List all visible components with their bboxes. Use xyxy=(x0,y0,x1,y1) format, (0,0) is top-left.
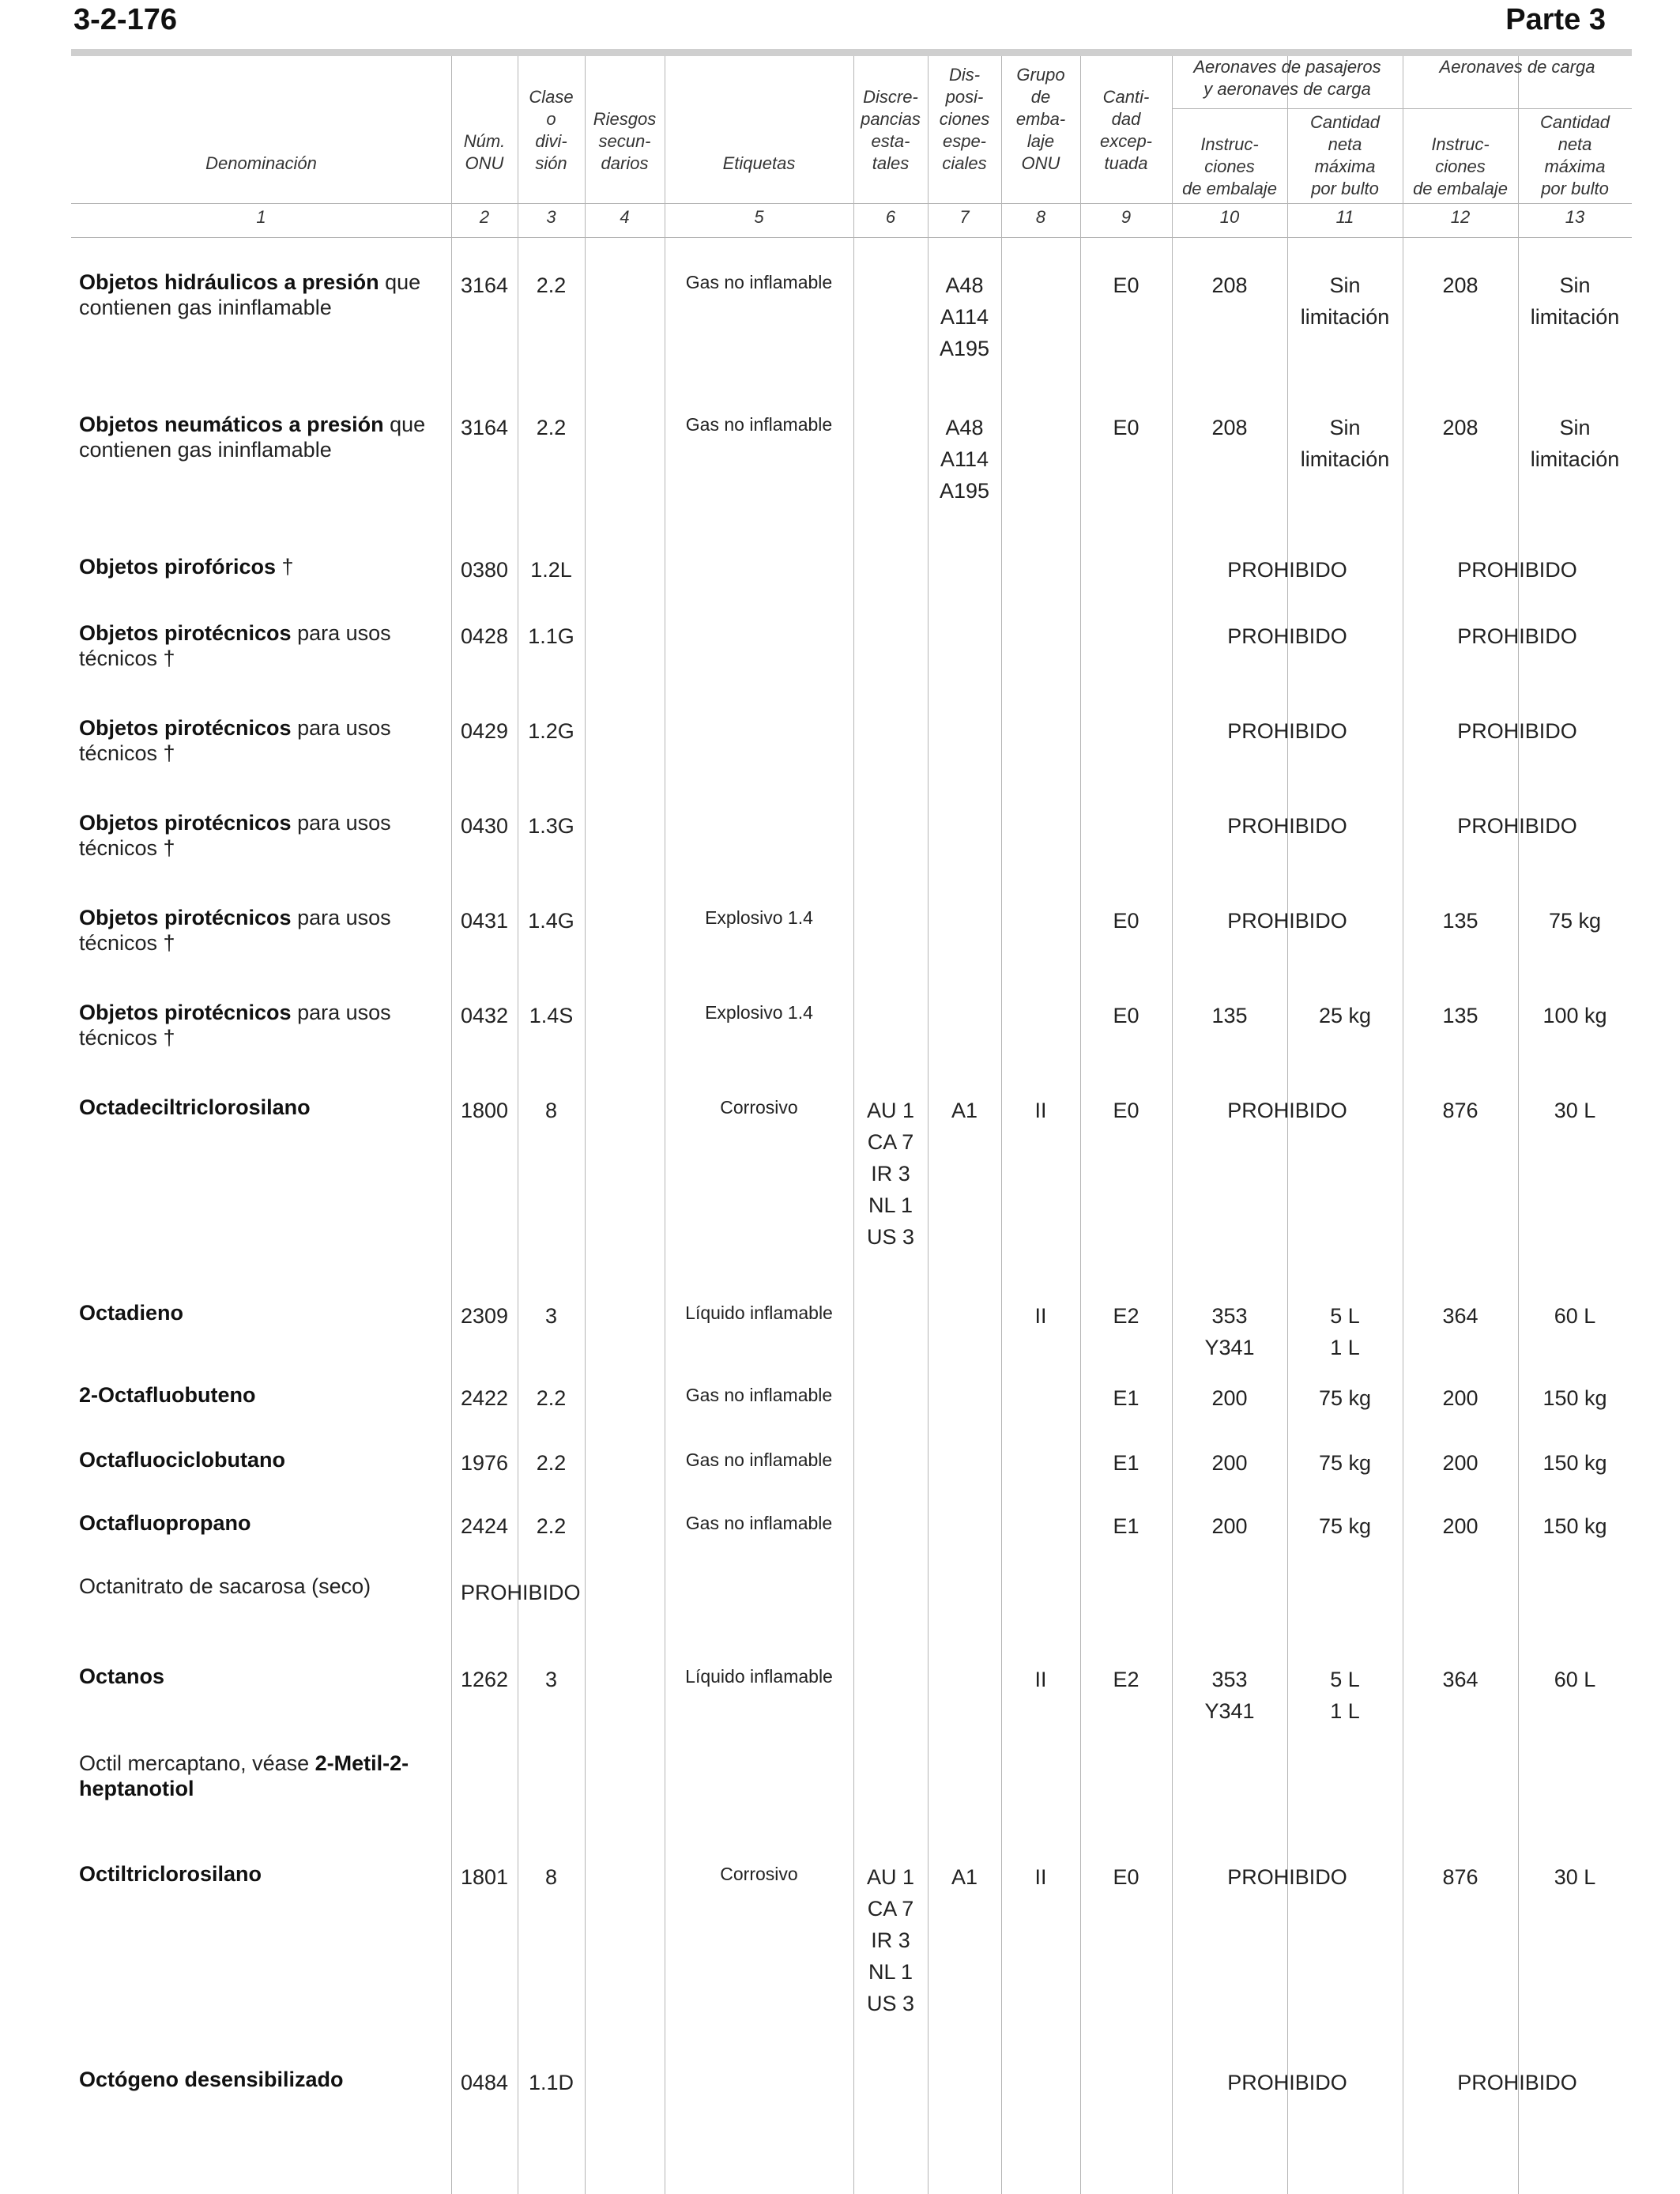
hazard-class: 2.2 xyxy=(536,1451,567,1475)
passenger-prohibited: PROHIBIDO xyxy=(1227,814,1347,838)
hazard-label: Gas no inflamable xyxy=(685,1513,833,1533)
header-clase: Clase o divi- sión xyxy=(529,87,574,173)
un-number: 2422 xyxy=(460,1386,509,1410)
cargo-max-quantity: 60 L xyxy=(1554,1668,1596,1691)
passenger-prohibited: PROHIBIDO xyxy=(1227,2071,1347,2094)
name-rest: para usos técnicos † xyxy=(79,1001,391,1050)
passenger-packing-instruction: 135 xyxy=(1211,1004,1248,1027)
header-cantidad-exceptuada: Canti- dad excep- tuada xyxy=(1099,87,1153,173)
hazard-class: 3 xyxy=(544,1304,558,1328)
name-rest: Octanitrato de sacarosa (seco) xyxy=(79,1574,371,1598)
passenger-max-quantity: 75 kg xyxy=(1318,1451,1372,1475)
name-bold: 2-Metil-2-heptanotiol xyxy=(79,1751,409,1800)
passenger-max-quantity: 75 kg xyxy=(1318,1386,1372,1410)
passenger-packing-instruction: 200 xyxy=(1211,1386,1248,1410)
un-number: 0484 xyxy=(460,2071,509,2094)
passenger-prohibited: PROHIBIDO xyxy=(1227,624,1347,648)
excepted-quantity: E0 xyxy=(1113,1865,1139,1889)
header-aeronaves-carga: Aeronaves de carga xyxy=(1439,57,1595,77)
cargo-prohibited: PROHIBIDO xyxy=(1457,558,1577,582)
excepted-quantity: E2 xyxy=(1113,1668,1139,1691)
name-bold: Octanos xyxy=(79,1664,165,1688)
hazard-label: Gas no inflamable xyxy=(685,1385,833,1405)
state-variations: AU 1 CA 7 IR 3 NL 1 US 3 xyxy=(866,1099,915,1249)
hazard-class: 2.2 xyxy=(536,416,567,439)
cargo-max-quantity: 150 kg xyxy=(1543,1514,1607,1538)
excepted-quantity: E1 xyxy=(1113,1451,1139,1475)
name-rest: que contienen gas ininflamable xyxy=(79,413,426,462)
name-bold: Octafluociclobutano xyxy=(79,1448,286,1472)
substance-name xyxy=(79,1510,446,1536)
packing-group: II xyxy=(1034,1304,1047,1328)
name-bold: Objetos hidráulicos a presión xyxy=(79,270,379,294)
column-number: 5 xyxy=(754,207,764,227)
passenger-max-quantity: Sin limitación xyxy=(1300,273,1390,329)
cargo-max-quantity: 75 kg xyxy=(1548,909,1602,933)
passenger-prohibited: PROHIBIDO xyxy=(1227,558,1347,582)
un-number: 2309 xyxy=(460,1304,509,1328)
name-rest: para usos técnicos † xyxy=(79,716,391,765)
hazard-class: 1.1D xyxy=(528,2071,574,2094)
column-number: 8 xyxy=(1035,207,1046,227)
passenger-max-quantity: Sin limitación xyxy=(1300,416,1390,471)
header-discrepancias: Discre- pancias esta- tales xyxy=(861,87,921,173)
group-header-rule xyxy=(1172,108,1632,109)
name-bold: Objetos pirotécnicos xyxy=(79,1001,292,1024)
special-provisions: A1 xyxy=(951,1865,978,1889)
cargo-max-quantity: 100 kg xyxy=(1543,1004,1607,1027)
forbidden-all: PROHIBIDO xyxy=(461,1581,581,1604)
column-number: 13 xyxy=(1565,207,1585,227)
cargo-packing-instruction: 200 xyxy=(1442,1514,1478,1538)
passenger-prohibited: PROHIBIDO xyxy=(1227,909,1347,933)
passenger-max-quantity: 5 L 1 L xyxy=(1330,1304,1360,1359)
dangerous-goods-table xyxy=(71,56,1632,2194)
hazard-label: Corrosivo xyxy=(720,1097,798,1118)
substance-name xyxy=(79,554,446,579)
header-etiquetas: Etiquetas xyxy=(722,153,796,173)
cargo-packing-instruction: 876 xyxy=(1442,1865,1478,1889)
substance-name xyxy=(79,1095,446,1120)
un-number: 3164 xyxy=(460,416,509,439)
cargo-max-quantity: 150 kg xyxy=(1543,1386,1607,1410)
hazard-label: Líquido inflamable xyxy=(685,1302,833,1323)
un-number: 1976 xyxy=(460,1451,509,1475)
name-bold: Objetos pirotécnicos xyxy=(79,906,292,929)
header-cantidad-pasajeros: Cantidad neta máxima por bulto xyxy=(1309,112,1381,198)
passenger-packing-instruction: 200 xyxy=(1211,1514,1248,1538)
column-number: 3 xyxy=(546,207,556,227)
column-number: 11 xyxy=(1335,207,1354,227)
un-number: 0432 xyxy=(460,1004,509,1027)
special-provisions: A48 A114 A195 xyxy=(939,273,990,360)
excepted-quantity: E1 xyxy=(1113,1386,1139,1410)
passenger-packing-instruction: 208 xyxy=(1211,273,1248,297)
excepted-quantity: E1 xyxy=(1113,1514,1139,1538)
substance-name xyxy=(79,412,446,462)
hazard-class: 1.3G xyxy=(528,814,574,838)
passenger-prohibited: PROHIBIDO xyxy=(1227,1865,1347,1889)
header-aeronaves-pasajeros: Aeronaves de pasajeros y aeronaves de carga xyxy=(1193,57,1381,99)
special-provisions: A1 xyxy=(951,1099,978,1122)
hazard-label: Gas no inflamable xyxy=(685,272,833,292)
passenger-max-quantity: 75 kg xyxy=(1318,1514,1372,1538)
cargo-packing-instruction: 364 xyxy=(1442,1668,1478,1691)
column-divider xyxy=(585,56,586,2194)
name-bold: Objetos pirotécnicos xyxy=(79,621,292,645)
hazard-label: Corrosivo xyxy=(720,1864,798,1884)
un-number: 1262 xyxy=(460,1668,509,1691)
name-bold: Octadeciltriclorosilano xyxy=(79,1095,311,1119)
column-number: 9 xyxy=(1121,207,1132,227)
cargo-max-quantity: Sin limitación xyxy=(1530,273,1620,329)
substance-name xyxy=(79,270,446,320)
name-rest: para usos técnicos † xyxy=(79,621,391,670)
passenger-packing-instruction: 208 xyxy=(1211,416,1248,439)
name-rest: que contienen gas ininflamable xyxy=(79,270,421,319)
cargo-packing-instruction: 135 xyxy=(1442,1004,1478,1027)
cargo-packing-instruction: 200 xyxy=(1442,1451,1478,1475)
header-instrucciones-carga: Instruc- ciones de embalaje xyxy=(1413,134,1508,198)
cargo-packing-instruction: 876 xyxy=(1442,1099,1478,1122)
un-number: 3164 xyxy=(460,273,509,297)
special-provisions: A48 A114 A195 xyxy=(939,416,990,503)
header-denominacion: Denominación xyxy=(205,153,317,173)
header-riesgos: Riesgos secun- darios xyxy=(593,109,657,173)
cargo-prohibited: PROHIBIDO xyxy=(1457,624,1577,648)
substance-name xyxy=(79,1664,446,1689)
column-number-rule xyxy=(71,237,1632,238)
column-number: 1 xyxy=(256,207,266,227)
substance-name xyxy=(79,715,446,766)
cargo-packing-instruction: 208 xyxy=(1442,273,1478,297)
un-number: 0428 xyxy=(460,624,509,648)
excepted-quantity: E0 xyxy=(1113,1004,1139,1027)
hazard-class: 2.2 xyxy=(536,273,567,297)
un-number: 1800 xyxy=(460,1099,509,1122)
cargo-prohibited: PROHIBIDO xyxy=(1457,814,1577,838)
hazard-class: 8 xyxy=(544,1865,558,1889)
cargo-max-quantity: 30 L xyxy=(1554,1099,1596,1122)
packing-group: II xyxy=(1034,1668,1047,1691)
hazard-label: Gas no inflamable xyxy=(685,1449,833,1470)
name-bold: Objetos pirotécnicos xyxy=(79,716,292,740)
substance-name xyxy=(79,620,446,671)
passenger-packing-instruction: 353 Y341 xyxy=(1204,1304,1255,1359)
hazard-class: 8 xyxy=(544,1099,558,1122)
name-rest: para usos técnicos † xyxy=(79,906,391,955)
un-number: 1801 xyxy=(460,1865,509,1889)
excepted-quantity: E2 xyxy=(1113,1304,1139,1328)
column-number: 6 xyxy=(885,207,896,227)
hazard-class: 1.4G xyxy=(528,909,574,933)
name-bold: Octiltriclorosilano xyxy=(79,1862,262,1886)
un-number: 0431 xyxy=(460,909,509,933)
header-cantidad-carga: Cantidad neta máxima por bulto xyxy=(1539,112,1610,198)
cargo-packing-instruction: 208 xyxy=(1442,416,1478,439)
hazard-class: 1.1G xyxy=(528,624,574,648)
substance-name xyxy=(79,1447,446,1472)
cargo-packing-instruction: 200 xyxy=(1442,1386,1478,1410)
hazard-label: Líquido inflamable xyxy=(685,1666,833,1687)
hazard-class: 3 xyxy=(544,1668,558,1691)
name-bold: Objetos pirofóricos xyxy=(79,555,277,579)
substance-name xyxy=(79,1574,446,1599)
header-grupo-embalaje: Grupo de emba- laje ONU xyxy=(1015,65,1066,173)
substance-name xyxy=(79,1300,446,1325)
hazard-class: 2.2 xyxy=(536,1514,567,1538)
name-bold: Objetos neumáticos a presión xyxy=(79,413,384,436)
hazard-class: 1.4S xyxy=(529,1004,574,1027)
un-number: 0430 xyxy=(460,814,509,838)
header-bottom-rule xyxy=(71,203,1632,204)
cargo-packing-instruction: 364 xyxy=(1442,1304,1478,1328)
un-number: 0380 xyxy=(460,558,509,582)
hazard-class: 1.2G xyxy=(528,719,574,743)
page-number: 3-2-176 xyxy=(73,3,177,36)
passenger-packing-instruction: 200 xyxy=(1211,1451,1248,1475)
name-rest: † xyxy=(276,555,294,579)
excepted-quantity: E0 xyxy=(1113,416,1139,439)
passenger-max-quantity: 5 L 1 L xyxy=(1330,1668,1360,1723)
cargo-prohibited: PROHIBIDO xyxy=(1457,719,1577,743)
column-number: 4 xyxy=(620,207,630,227)
header-instrucciones-pasajeros: Instruc- ciones de embalaje xyxy=(1182,134,1277,198)
header-disposiciones: Dis- posi- ciones espe- ciales xyxy=(939,65,990,173)
substance-name xyxy=(79,905,446,956)
substance-name xyxy=(79,1861,446,1887)
hazard-label: Explosivo 1.4 xyxy=(705,1002,813,1023)
hazard-label: Gas no inflamable xyxy=(685,414,833,435)
name-bold: Objetos pirotécnicos xyxy=(79,811,292,835)
passenger-prohibited: PROHIBIDO xyxy=(1227,719,1347,743)
passenger-prohibited: PROHIBIDO xyxy=(1227,1099,1347,1122)
header-rule xyxy=(71,49,1632,56)
passenger-packing-instruction: 353 Y341 xyxy=(1204,1668,1255,1723)
substance-name xyxy=(79,1751,446,1801)
column-number: 10 xyxy=(1219,207,1240,227)
column-number: 7 xyxy=(959,207,970,227)
part-title: Parte 3 xyxy=(1505,3,1606,36)
cargo-prohibited: PROHIBIDO xyxy=(1457,2071,1577,2094)
packing-group: II xyxy=(1034,1099,1047,1122)
packing-group: II xyxy=(1034,1865,1047,1889)
hazard-label: Explosivo 1.4 xyxy=(705,907,813,928)
excepted-quantity: E0 xyxy=(1113,1099,1139,1122)
cargo-max-quantity: 30 L xyxy=(1554,1865,1596,1889)
substance-name xyxy=(79,1382,446,1408)
cargo-max-quantity: 150 kg xyxy=(1543,1451,1607,1475)
substance-name xyxy=(79,2067,446,2092)
excepted-quantity: E0 xyxy=(1113,273,1139,297)
cargo-packing-instruction: 135 xyxy=(1442,909,1478,933)
hazard-class: 2.2 xyxy=(536,1386,567,1410)
column-number: 2 xyxy=(479,207,490,227)
name-prefix: Octil mercaptano, véase xyxy=(79,1751,315,1775)
name-rest: para usos técnicos † xyxy=(79,811,391,860)
un-number: 2424 xyxy=(460,1514,509,1538)
name-bold: 2-Octafluobuteno xyxy=(79,1383,256,1407)
excepted-quantity: E0 xyxy=(1113,909,1139,933)
cargo-max-quantity: 60 L xyxy=(1554,1304,1596,1328)
page-header xyxy=(71,0,1616,49)
name-bold: Octadieno xyxy=(79,1301,184,1325)
state-variations: AU 1 CA 7 IR 3 NL 1 US 3 xyxy=(866,1865,915,2015)
substance-name xyxy=(79,1000,446,1050)
cargo-max-quantity: Sin limitación xyxy=(1530,416,1620,471)
name-bold: Octógeno desensibilizado xyxy=(79,2068,344,2091)
un-number: 0429 xyxy=(460,719,509,743)
column-number: 12 xyxy=(1450,207,1471,227)
substance-name xyxy=(79,810,446,861)
hazard-class: 1.2L xyxy=(530,558,572,582)
name-bold: Octafluopropano xyxy=(79,1511,251,1535)
passenger-max-quantity: 25 kg xyxy=(1318,1004,1372,1027)
header-num-onu: Núm. ONU xyxy=(463,131,506,173)
